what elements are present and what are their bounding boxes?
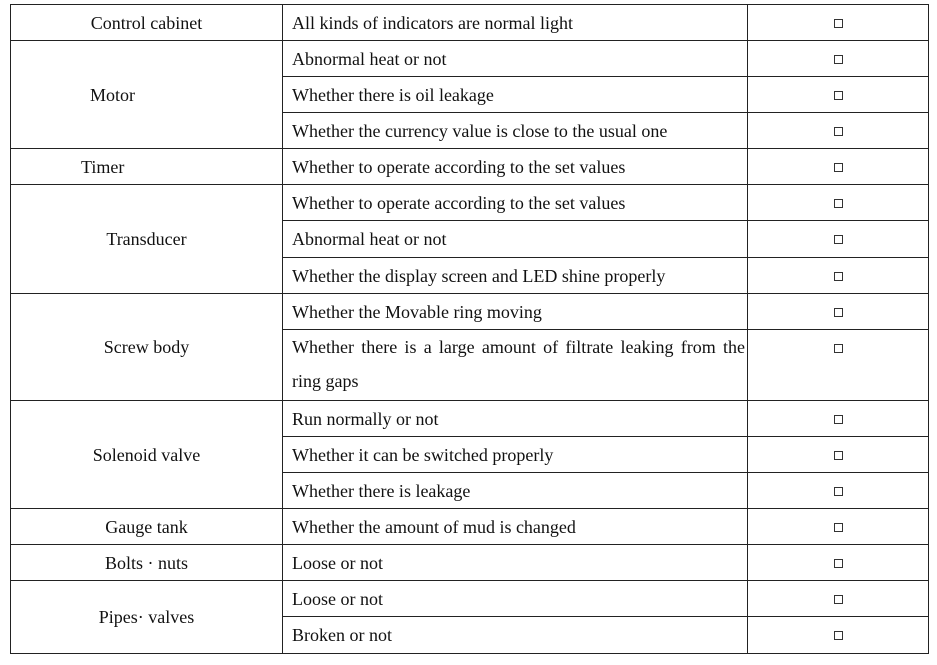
component-name: Timer xyxy=(11,149,283,185)
check-item-text: Whether to operate according to the set values xyxy=(292,156,626,177)
table-row xyxy=(11,149,929,185)
table-row xyxy=(11,41,929,77)
checkbox[interactable] xyxy=(834,344,843,353)
check-item-text: Broken or not xyxy=(292,625,392,645)
table-row xyxy=(11,5,929,41)
checkbox[interactable] xyxy=(834,415,843,424)
checkbox[interactable] xyxy=(834,55,843,64)
check-item-text: Whether the currency value is close to the usual one xyxy=(292,120,668,141)
checkbox[interactable] xyxy=(834,163,843,172)
checkbox[interactable] xyxy=(834,127,843,136)
checkbox[interactable] xyxy=(834,19,843,28)
table-row xyxy=(11,185,929,221)
check-item-text: Whether to operate according to the set values xyxy=(292,192,626,213)
checkbox[interactable] xyxy=(834,308,843,317)
component-name: Pipes· valves xyxy=(11,581,283,654)
component-name: Bolts · nuts xyxy=(11,545,283,581)
check-item-text: All kinds of indicators are normal light xyxy=(292,12,573,33)
check-item-text: Loose or not xyxy=(292,588,383,609)
component-name: Solenoid valve xyxy=(11,401,283,509)
checkbox[interactable] xyxy=(834,451,843,460)
check-item-text: Loose or not xyxy=(292,552,383,573)
check-item-text: Whether there is oil leakage xyxy=(292,84,494,105)
check-item-text: Run normally or not xyxy=(292,408,439,429)
table-row xyxy=(11,581,929,617)
checkbox[interactable] xyxy=(834,631,843,640)
component-name: Transducer xyxy=(11,185,283,294)
check-item-text: Abnormal heat or not xyxy=(292,48,447,69)
table-row xyxy=(11,294,929,330)
table-row xyxy=(11,545,929,581)
check-item-text: Whether the Movable ring moving xyxy=(292,301,542,322)
checkbox[interactable] xyxy=(834,595,843,604)
inspection-checklist-table xyxy=(10,4,929,654)
check-item-text: Whether there is a large amount of filtrate leaking from the ring gaps xyxy=(292,337,745,391)
check-item-text: Abnormal heat or not xyxy=(292,229,447,249)
checkbox[interactable] xyxy=(834,523,843,532)
check-item-text: Whether it can be switched properly xyxy=(292,444,554,465)
component-name: Screw body xyxy=(11,294,283,401)
table-row xyxy=(11,401,929,437)
check-item-text: Whether the display screen and LED shine properly xyxy=(292,265,666,286)
checkbox[interactable] xyxy=(834,235,843,244)
checkbox[interactable] xyxy=(834,91,843,100)
checkbox[interactable] xyxy=(834,199,843,208)
component-name: Motor xyxy=(11,41,283,149)
check-item-text: Whether the amount of mud is changed xyxy=(292,516,576,537)
component-name: Control cabinet xyxy=(11,5,283,41)
table-row xyxy=(11,509,929,545)
component-name: Gauge tank xyxy=(11,509,283,545)
checkbox[interactable] xyxy=(834,487,843,496)
check-item-text: Whether there is leakage xyxy=(292,480,471,501)
checkbox[interactable] xyxy=(834,559,843,568)
checkbox[interactable] xyxy=(834,272,843,281)
